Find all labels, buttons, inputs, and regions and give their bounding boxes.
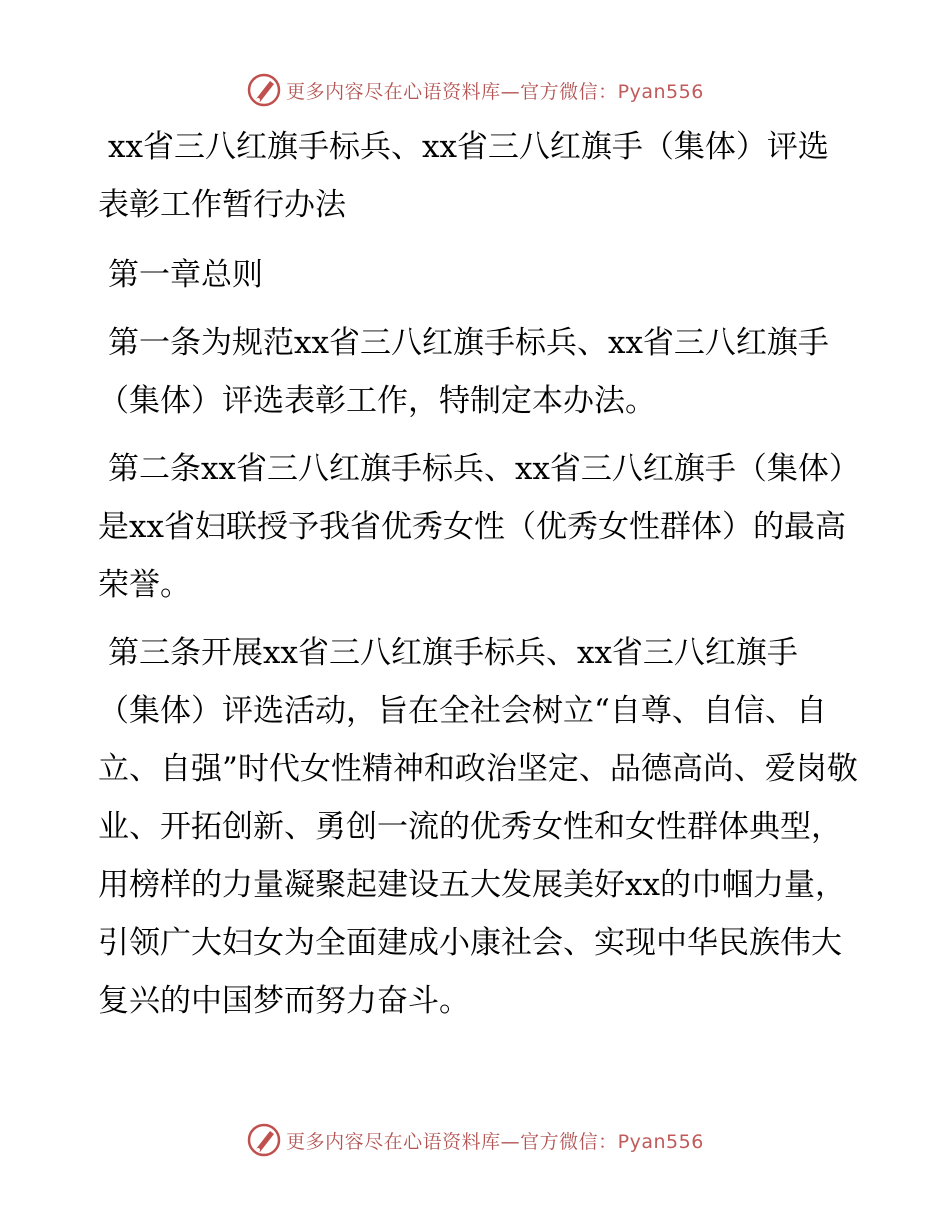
article-paragraph: 第一条为规范xx省三八红旗手标兵、xx省三八红旗手（集体）评选表彰工作，特制定本办法。 [98,325,829,419]
document-title: xx省三八红旗手标兵、xx省三八红旗手（集体）评选表彰工作暂行办法 [98,129,829,223]
document-body [98,118,858,1030]
footer-banner [0,1120,950,1160]
wechat-handle: Pyan556 [617,80,704,103]
pen-logo-icon [246,72,282,108]
header-banner [0,70,950,110]
banner-text [286,77,704,104]
banner-text [286,1127,704,1154]
banner-label: 更多内容尽在心语资料库—官方微信： [286,80,618,103]
chapter-heading: 第一章总则 [108,257,263,293]
article-paragraph: 第三条开展xx省三八红旗手标兵、xx省三八红旗手（集体）评选活动，旨在全社会树立“自尊、自信、自立、自强”时代女性精神和政治坚定、品德高尚、爱岗敬业、开拓创新、勇创一流的优秀女性和女性群体典型，用榜样的力量凝聚起建设五大发展美好xx的巾帼力量，引领广大妇女为全面建成小康社会、实现中华民族伟大复兴的中国梦而努力奋斗。 [98,635,858,1019]
wechat-handle: Pyan556 [617,1130,704,1153]
article-paragraph: 第二条xx省三八红旗手标兵、xx省三八红旗手（集体）是xx省妇联授予我省优秀女性（优秀女性群体）的最高荣誉。 [98,451,846,603]
banner-label: 更多内容尽在心语资料库—官方微信： [286,1130,618,1153]
pen-logo-icon [246,1122,282,1158]
